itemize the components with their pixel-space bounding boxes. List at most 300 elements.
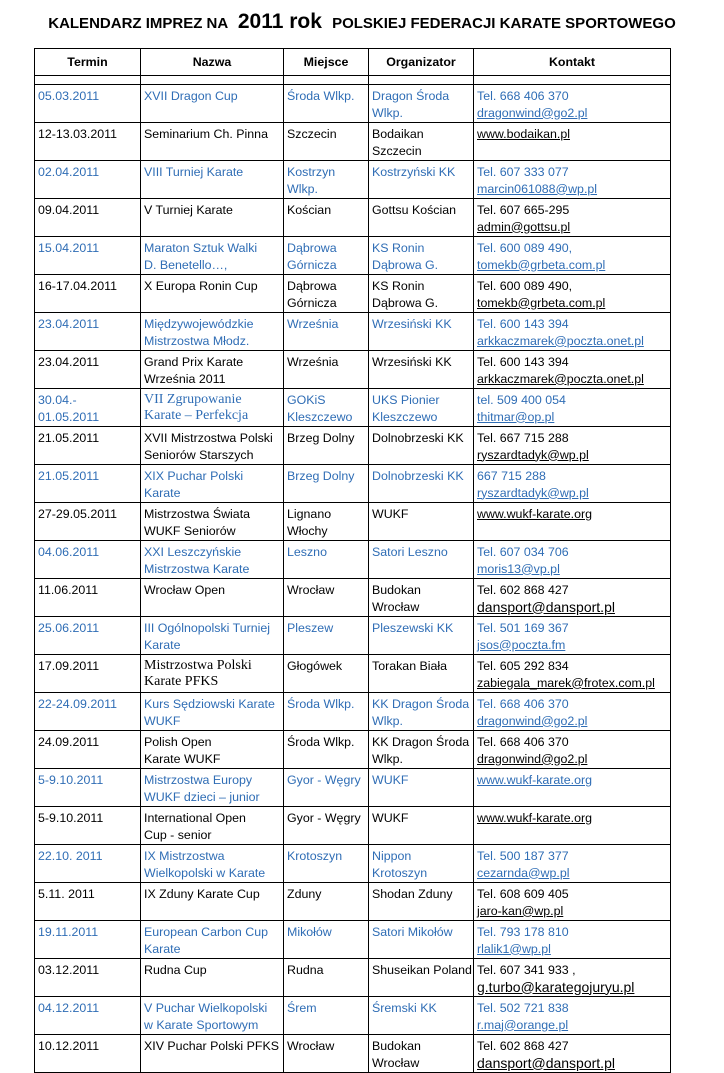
cell-text: VII Zgrupowanie (144, 392, 242, 407)
column-header-kontakt: Kontakt (474, 49, 671, 76)
cell-text: IX Zduny Karate Cup (144, 887, 260, 901)
cell-text: X Europa Ronin Cup (144, 279, 258, 293)
cell-miejsce (284, 731, 369, 769)
cell-nazwa (141, 389, 284, 427)
cell-text: Mistrzostwa Świata (144, 507, 251, 521)
cell-nazwa (141, 921, 284, 959)
contact-link[interactable]: zabiegala_marek@frotex.com.pl (477, 675, 655, 690)
cell-text: Międzywojewódzkie (144, 317, 254, 331)
cell-miejsce (284, 237, 369, 275)
cell-kontakt (474, 579, 671, 617)
cell-text: XXI Leszczyńskie (144, 545, 242, 559)
cell-miejsce (284, 617, 369, 655)
contact-link[interactable]: ryszardtadyk@wp.pl (477, 485, 589, 500)
cell-organizator (369, 959, 474, 997)
cell-text: Szczecin (287, 127, 337, 141)
cell-organizator (369, 199, 474, 237)
table-row (35, 579, 671, 617)
cell-text: Mistrzostwa Polski (144, 658, 252, 673)
cell-organizator (369, 351, 474, 389)
cell-text: Września (287, 317, 339, 331)
cell-text: 5.11. 2011 (38, 887, 95, 901)
cell-organizator (369, 731, 474, 769)
column-header-nazwa: Nazwa (141, 49, 284, 76)
cell-text: 667 715 288 (477, 469, 546, 483)
cell-text: 30.04.- (38, 393, 77, 407)
cell-text: Mistrzostwa Karate (144, 561, 250, 576)
cell-nazwa (141, 541, 284, 579)
contact-link[interactable]: tomekb@grbeta.com.pl (477, 295, 606, 310)
cell-nazwa (141, 237, 284, 275)
cell-text: Dolnobrzeski KK (372, 469, 464, 483)
cell-text: Tel. 600 143 394 (477, 355, 569, 369)
cell-miejsce (284, 655, 369, 693)
table-row (35, 313, 671, 351)
cell-organizator (369, 693, 474, 731)
cell-text: V Turniej Karate (144, 203, 233, 217)
cell-text: Środa Wlkp. (287, 697, 355, 711)
cell-text: D. Benetello…, (144, 257, 228, 272)
cell-text: KS Ronin (372, 241, 425, 255)
cell-miejsce (284, 959, 369, 997)
cell-organizator (369, 845, 474, 883)
cell-nazwa (141, 503, 284, 541)
cell-text: 19.11.2011 (38, 925, 99, 939)
contact-link[interactable]: cezarnda@wp.pl (477, 865, 570, 880)
cell-kontakt (474, 313, 671, 351)
cell-miejsce (284, 465, 369, 503)
cell-termin (35, 997, 141, 1035)
cell-nazwa (141, 161, 284, 199)
contact-link[interactable]: www.wukf-karate.org (477, 773, 592, 787)
cell-nazwa (141, 85, 284, 123)
cell-text: Karate – Perfekcja (144, 408, 249, 423)
cell-kontakt (474, 655, 671, 693)
cell-text: Polish Open (144, 735, 212, 749)
cell-nazwa (141, 427, 284, 465)
cell-text: WUKF Seniorów (144, 523, 236, 538)
cell-nazwa (141, 351, 284, 389)
cell-text: Gottsu Kościan (372, 203, 457, 217)
cell-termin (35, 427, 141, 465)
cell-text: Tel. 607 665-295 (477, 203, 570, 217)
cell-text: Wrocław (287, 1039, 335, 1053)
cell-text: Mistrzostwa Młodz. (144, 333, 250, 348)
cell-text: Wrocław Open (144, 583, 226, 597)
cell-text: Karate WUKF (144, 751, 221, 766)
cell-text: VIII Turniej Karate (144, 165, 244, 179)
table-header-row (35, 49, 671, 76)
cell-kontakt (474, 389, 671, 427)
cell-kontakt (474, 731, 671, 769)
cell-nazwa (141, 655, 284, 693)
cell-text: w Karate Sportowym (144, 1017, 259, 1032)
cell-miejsce (284, 579, 369, 617)
cell-nazwa (141, 275, 284, 313)
table-row (35, 617, 671, 655)
cell-termin (35, 389, 141, 427)
cell-organizator (369, 123, 474, 161)
cell-termin (35, 1035, 141, 1073)
contact-link[interactable]: arkkaczmarek@poczta.onet.pl (477, 333, 644, 348)
cell-text: UKS Pionier (372, 393, 440, 407)
table-row (35, 541, 671, 579)
contact-link[interactable]: rlalik1@wp.pl (477, 941, 551, 956)
cell-kontakt (474, 959, 671, 997)
cell-text: Bodaikan (372, 127, 424, 141)
cell-text: Rudna Cup (144, 963, 207, 977)
cell-termin (35, 883, 141, 921)
cell-termin (35, 959, 141, 997)
cell-miejsce (284, 85, 369, 123)
contact-link[interactable]: dragonwind@go2.pl (477, 105, 588, 120)
cell-kontakt (474, 237, 671, 275)
cell-text: Tel. 600 089 490, (477, 279, 573, 293)
cell-text: 22-24.09.2011 (38, 697, 118, 711)
cell-text: Wlkp. (372, 751, 403, 766)
events-table-body (35, 76, 671, 1073)
cell-text: Kościan (287, 203, 332, 217)
cell-text: Seminarium Ch. Pinna (144, 127, 268, 141)
cell-text: WUKF (372, 507, 409, 521)
cell-termin (35, 85, 141, 123)
cell-text: 16-17.04.2011 (38, 279, 118, 293)
cell-text: Lignano (287, 507, 332, 521)
cell-organizator (369, 389, 474, 427)
cell-text: KK Dragon Środa (372, 735, 470, 749)
cell-text: Wrocław (372, 1055, 420, 1070)
table-spacer-row (35, 76, 671, 85)
cell-termin (35, 541, 141, 579)
cell-organizator (369, 883, 474, 921)
table-row (35, 1035, 671, 1073)
cell-termin (35, 503, 141, 541)
table-row (35, 769, 671, 807)
cell-text: KK Dragon Środa (372, 697, 470, 711)
cell-nazwa (141, 959, 284, 997)
table-row (35, 693, 671, 731)
cell-text: Kurs Sędziowski Karate (144, 697, 275, 711)
cell-termin (35, 579, 141, 617)
table-row (35, 389, 671, 427)
cell-text: 01.05.2011 (38, 409, 100, 424)
page-title (0, 10, 724, 34)
cell-text: 25.06.2011 (38, 621, 100, 635)
cell-text: 23.04.2011 (38, 355, 100, 369)
cell-termin (35, 921, 141, 959)
spacer-cell (369, 76, 474, 85)
cell-miejsce (284, 389, 369, 427)
cell-organizator (369, 655, 474, 693)
cell-miejsce (284, 351, 369, 389)
cell-text: Szczecin (372, 143, 422, 158)
cell-text: Tel. 607 341 933 , (477, 963, 576, 977)
cell-text: Dąbrowa (287, 279, 337, 293)
table-row (35, 199, 671, 237)
contact-link[interactable]: dansport@dansport.pl (477, 1054, 615, 1071)
cell-termin (35, 313, 141, 351)
cell-kontakt (474, 85, 671, 123)
cell-text: Shodan Zduny (372, 887, 453, 901)
cell-text: Śremski KK (372, 1001, 437, 1015)
spacer-cell (35, 76, 141, 85)
spacer-cell (284, 76, 369, 85)
title-part-2: POLSKIEJ FEDERACJI KARATE SPORTOWEGO (332, 15, 676, 32)
cell-organizator (369, 1035, 474, 1073)
cell-text: Górnicza (287, 295, 337, 310)
cell-text: Środa Wlkp. (287, 735, 355, 749)
cell-kontakt (474, 617, 671, 655)
contact-link[interactable]: www.bodaikan.pl (477, 127, 570, 141)
cell-termin (35, 617, 141, 655)
cell-text: Pleszewski KK (372, 621, 454, 635)
cell-text: Kleszczewo (287, 409, 353, 424)
cell-text: XIX Puchar Polski (144, 469, 244, 483)
cell-nazwa (141, 769, 284, 807)
cell-termin (35, 199, 141, 237)
cell-text: Dąbrowa G. (372, 257, 439, 272)
cell-text: Gyor - Węgry (287, 811, 361, 825)
cell-text: tel. 509 400 054 (477, 393, 566, 407)
cell-text: 03.12.2011 (38, 963, 100, 977)
contact-link[interactable]: www.wukf-karate.org (477, 811, 592, 825)
cell-miejsce (284, 997, 369, 1035)
contact-link[interactable]: dragonwind@go2.pl (477, 713, 588, 728)
cell-text: Tel. 668 406 370 (477, 697, 569, 711)
cell-kontakt (474, 465, 671, 503)
column-header-organizator: Organizator (369, 49, 474, 76)
cell-miejsce (284, 769, 369, 807)
table-row (35, 503, 671, 541)
cell-nazwa (141, 199, 284, 237)
cell-text: Krotoszyn (287, 849, 343, 863)
cell-text: 12-13.03.2011 (38, 127, 118, 141)
cell-text: 17.09.2011 (38, 659, 100, 673)
cell-text: Tel. 501 169 367 (477, 621, 569, 635)
cell-text: Maraton Sztuk Walki (144, 241, 258, 255)
cell-text: Gyor - Węgry (287, 773, 361, 787)
cell-text: 04.12.2011 (38, 1001, 100, 1015)
cell-text: GOKiS (287, 393, 326, 407)
cell-kontakt (474, 351, 671, 389)
cell-text: European Carbon Cup (144, 925, 268, 939)
cell-text: Satori Leszno (372, 545, 448, 559)
cell-termin (35, 161, 141, 199)
table-row (35, 731, 671, 769)
table-row (35, 161, 671, 199)
table-row (35, 655, 671, 693)
cell-miejsce (284, 199, 369, 237)
cell-text: Tel. 600 089 490, (477, 241, 573, 255)
cell-organizator (369, 237, 474, 275)
cell-text: Rudna (287, 963, 324, 977)
contact-link[interactable]: g.turbo@karategojuryu.pl (477, 978, 635, 995)
table-row (35, 845, 671, 883)
cell-termin (35, 731, 141, 769)
cell-text: Tel. 608 609 405 (477, 887, 569, 901)
cell-text: WUKF dzieci – junior (144, 789, 260, 804)
contact-link[interactable]: moris13@vp.pl (477, 561, 560, 576)
cell-termin (35, 655, 141, 693)
cell-termin (35, 693, 141, 731)
contact-link[interactable]: dansport@dansport.pl (477, 598, 615, 615)
table-row (35, 275, 671, 313)
cell-miejsce (284, 503, 369, 541)
cell-miejsce (284, 921, 369, 959)
contact-link[interactable]: thitmar@op.pl (477, 409, 555, 424)
column-header-termin: Termin (35, 49, 141, 76)
cell-text: Tel. 500 187 377 (477, 849, 569, 863)
cell-termin (35, 769, 141, 807)
cell-text: 21.05.2011 (38, 431, 100, 445)
contact-link[interactable]: jsos@poczta.fm (477, 637, 566, 652)
cell-text: Tel. 793 178 810 (477, 925, 569, 939)
cell-nazwa (141, 731, 284, 769)
cell-nazwa (141, 617, 284, 655)
cell-nazwa (141, 465, 284, 503)
table-row (35, 465, 671, 503)
cell-text: Karate (144, 941, 181, 956)
cell-text: 11.06.2011 (38, 583, 99, 597)
cell-text: Tel. 607 333 077 (477, 165, 569, 179)
contact-link[interactable]: dragonwind@go2.pl (477, 751, 588, 766)
cell-text: Mistrzostwa Europy (144, 773, 253, 787)
cell-text: WUKF (372, 773, 409, 787)
cell-text: Nippon (372, 849, 412, 863)
contact-link[interactable]: jaro-kan@wp.pl (477, 903, 564, 918)
cell-text: 09.04.2011 (38, 203, 100, 217)
cell-text: 22.10. 2011 (38, 849, 103, 863)
cell-text: IX Mistrzostwa (144, 849, 225, 863)
cell-text: Pleszew (287, 621, 334, 635)
cell-miejsce (284, 807, 369, 845)
cell-text: 5-9.10.2011 (38, 811, 104, 825)
cell-organizator (369, 769, 474, 807)
table-row (35, 883, 671, 921)
cell-organizator (369, 541, 474, 579)
cell-miejsce (284, 693, 369, 731)
cell-termin (35, 807, 141, 845)
cell-text: Tel. 667 715 288 (477, 431, 569, 445)
cell-miejsce (284, 161, 369, 199)
cell-text: Tel. 602 868 427 (477, 1039, 569, 1053)
cell-kontakt (474, 503, 671, 541)
cell-termin (35, 351, 141, 389)
contact-link[interactable]: www.wukf-karate.org (477, 507, 592, 521)
contact-link[interactable]: tomekb@grbeta.com.pl (477, 257, 606, 272)
cell-text: Września (287, 355, 339, 369)
cell-text: Tel. 602 868 427 (477, 583, 569, 597)
cell-text: Włochy (287, 523, 328, 538)
cell-text: 27-29.05.2011 (38, 507, 118, 521)
contact-link[interactable]: r.maj@orange.pl (477, 1017, 569, 1032)
cell-organizator (369, 807, 474, 845)
cell-text: Wlkp. (287, 181, 318, 196)
cell-organizator (369, 161, 474, 199)
table-row (35, 123, 671, 161)
cell-nazwa (141, 313, 284, 351)
cell-miejsce (284, 313, 369, 351)
cell-text: WUKF (372, 811, 409, 825)
cell-text: 05.03.2011 (38, 89, 100, 103)
cell-text: Brzeg Dolny (287, 431, 355, 445)
cell-kontakt (474, 1035, 671, 1073)
cell-miejsce (284, 845, 369, 883)
cell-miejsce (284, 883, 369, 921)
cell-text: Kostrzyn (287, 165, 336, 179)
cell-text: 10.12.2011 (38, 1039, 100, 1053)
contact-link[interactable]: ryszardtadyk@wp.pl (477, 447, 589, 462)
cell-text: Wrocław (287, 583, 335, 597)
contact-link[interactable]: admin@gottsu.pl (477, 219, 571, 234)
cell-text: 21.05.2011 (38, 469, 100, 483)
cell-text: Budokan (372, 1039, 421, 1053)
cell-nazwa (141, 579, 284, 617)
cell-text: Września 2011 (144, 371, 226, 386)
cell-text: Kostrzyński KK (372, 165, 456, 179)
cell-text: XVII Mistrzostwa Polski (144, 431, 273, 445)
cell-kontakt (474, 427, 671, 465)
cell-text: Cup - senior (144, 827, 212, 842)
contact-link[interactable]: arkkaczmarek@poczta.onet.pl (477, 371, 644, 386)
cell-text: Tel. 502 721 838 (477, 1001, 569, 1015)
table-row (35, 921, 671, 959)
cell-text: Tel. 607 034 706 (477, 545, 569, 559)
title-part-1: KALENDARZ IMPREZ NA (48, 15, 228, 32)
cell-miejsce (284, 427, 369, 465)
cell-text: XVII Dragon Cup (144, 89, 238, 103)
events-table (34, 48, 671, 1073)
cell-text: Satori Mikołów (372, 925, 453, 939)
spacer-cell (141, 76, 284, 85)
cell-text: Shuseikan Poland (372, 963, 472, 977)
cell-text: Kleszczewo (372, 409, 438, 424)
table-row (35, 351, 671, 389)
cell-text: Dragon Środa (372, 89, 450, 103)
cell-kontakt (474, 997, 671, 1035)
cell-text: KS Ronin (372, 279, 425, 293)
cell-nazwa (141, 123, 284, 161)
cell-text: Dolnobrzeski KK (372, 431, 464, 445)
cell-text: 5-9.10.2011 (38, 773, 104, 787)
cell-organizator (369, 579, 474, 617)
cell-text: Wrzesiński KK (372, 355, 452, 369)
cell-text: Głogówek (287, 659, 343, 673)
cell-text: Mikołów (287, 925, 332, 939)
table-row (35, 85, 671, 123)
cell-kontakt (474, 693, 671, 731)
cell-text: Budokan (372, 583, 421, 597)
contact-link[interactable]: marcin061088@wp.pl (477, 181, 598, 196)
cell-text: XIV Puchar Polski PFKS (144, 1039, 279, 1053)
cell-termin (35, 237, 141, 275)
cell-kontakt (474, 845, 671, 883)
cell-text: Seniorów Starszych (144, 447, 254, 462)
cell-organizator (369, 617, 474, 655)
cell-text: Wrocław (372, 599, 420, 614)
cell-text: Leszno (287, 545, 327, 559)
cell-organizator (369, 465, 474, 503)
cell-text: III Ogólnopolski Turniej (144, 621, 271, 635)
cell-termin (35, 465, 141, 503)
cell-nazwa (141, 845, 284, 883)
cell-text: Karate (144, 637, 181, 652)
cell-miejsce (284, 1035, 369, 1073)
cell-organizator (369, 427, 474, 465)
cell-text: Wielkopolski w Karate (144, 865, 266, 880)
cell-nazwa (141, 997, 284, 1035)
cell-termin (35, 275, 141, 313)
